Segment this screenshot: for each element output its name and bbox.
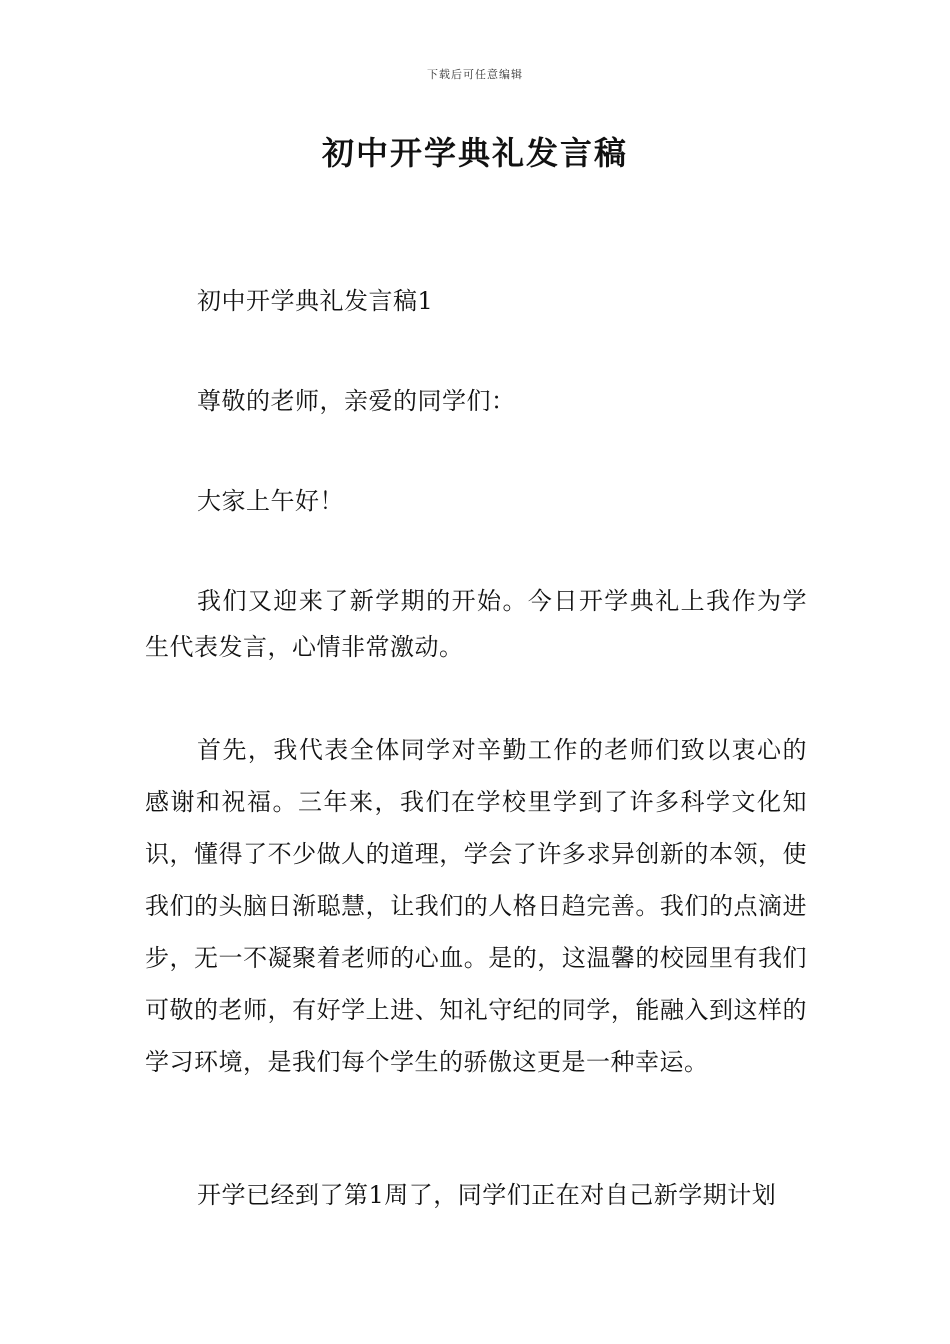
body-paragraph: 开学已经到了第1周了，同学们正在对自己新学期计划 [197,1181,777,1209]
body-paragraph: 首先，我代表全体同学对辛勤工作的老师们致以衷心的感谢和祝福。三年来，我们在学校里学到了许多科学文化知识，懂得了不少做人的道理，学会了许多求异创新的本领，使我们的头脑日渐聪慧，让我们的人格日趋完善。我们的点滴进步，无一不凝聚着老师的心血。是的，这温馨的校园里有我们可敬的老师，有好学上进、知礼守纪的同学，能融入到这样的学习环境，是我们每个学生的骄傲这更是一种幸运。 [145,736,807,1076]
greeting-line: 尊敬的老师，亲爱的同学们： [197,387,516,415]
header-note: 下载后可任意编辑 [427,68,523,81]
greeting-line: 大家上午好！ [197,487,344,515]
body-paragraph: 我们又迎来了新学期的开始。今日开学典礼上我作为学生代表发言，心情非常激动。 [145,587,807,661]
document-title: 初中开学典礼发言稿 [321,134,628,172]
section-subtitle: 初中开学典礼发言稿1 [197,287,434,315]
